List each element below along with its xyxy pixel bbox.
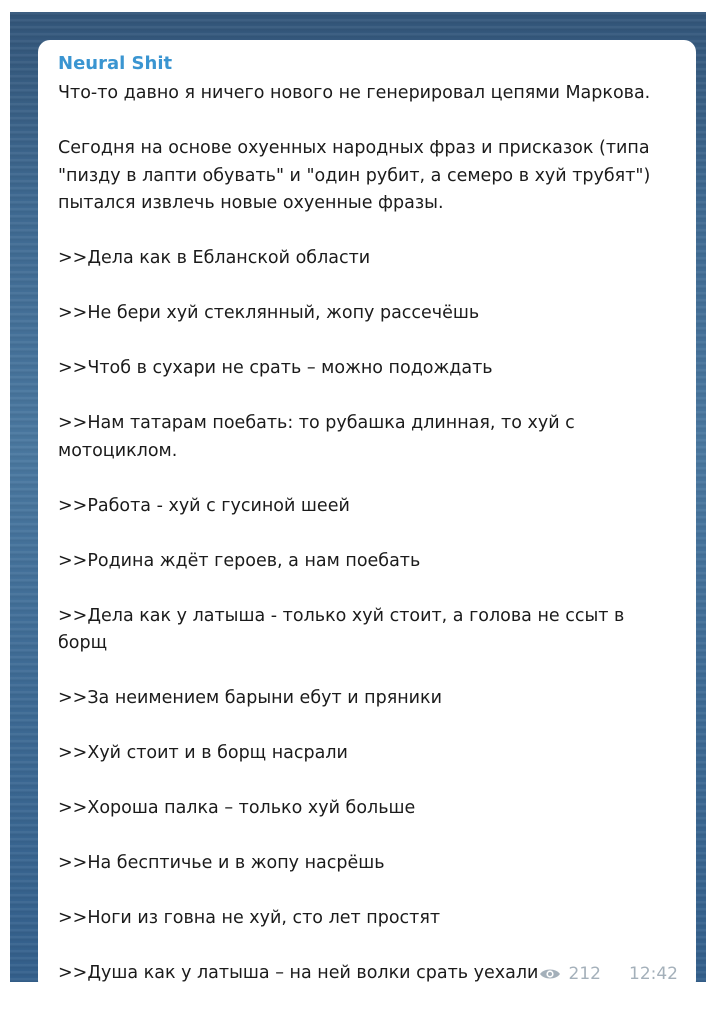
phrase-item: >>Родина ждёт героев, а нам поебать: [58, 550, 421, 571]
phrase-item: >>Ноги из говна не хуй, сто лет простят: [58, 908, 441, 928]
message-bubble[interactable]: [38, 40, 696, 982]
phrase-item: >>Дела как у латыша - только хуй стоит, а голова не ссыт в борщ: [58, 605, 630, 653]
phrase-item: >>Дела как в Ебланской области: [58, 248, 371, 268]
phrase-item: >>Нам татарам поебать: то рубашка длинная, то хуй с мотоциклом.: [58, 413, 581, 461]
views-count: 212: [568, 964, 601, 982]
phrase-item: >>За неимением барыни ебут и пряники: [58, 688, 442, 708]
paragraph-description: Сегодня на основе охуенных народных фраз и присказок (типа "пизду в лапти обувать" и "один рубит, а семеро в хуй трубят") пытался извлечь новые охуенные фразы.: [58, 138, 656, 213]
message-text: [58, 80, 678, 982]
phrase-item: >>На бесптичье и в жопу насрёшь: [58, 853, 385, 873]
phrase-item: >>Не бери хуй стеклянный, жопу рассечёшь: [58, 303, 480, 323]
phrase-item: >>Работа - хуй с гусиной шеей: [58, 495, 350, 516]
channel-name[interactable]: Neural Shit: [58, 53, 173, 74]
phrase-item: >>Хуй стоит и в борщ насрали: [58, 743, 348, 763]
paragraph-intro: Что-то давно я ничего нового не генерировал цепями Маркова.: [58, 83, 651, 103]
phrase-item: >>Душа как у латыша – на ней волки срать уехали: [58, 963, 539, 982]
eye-icon: [539, 967, 561, 981]
message-meta: [539, 964, 678, 982]
chat-background: [10, 12, 706, 982]
phrase-item: >>Хороша палка – только хуй больше: [58, 798, 416, 818]
phrase-item: >>Чтоб в сухари не срать – можно подождать: [58, 358, 493, 378]
message-time: 12:42: [629, 964, 678, 982]
